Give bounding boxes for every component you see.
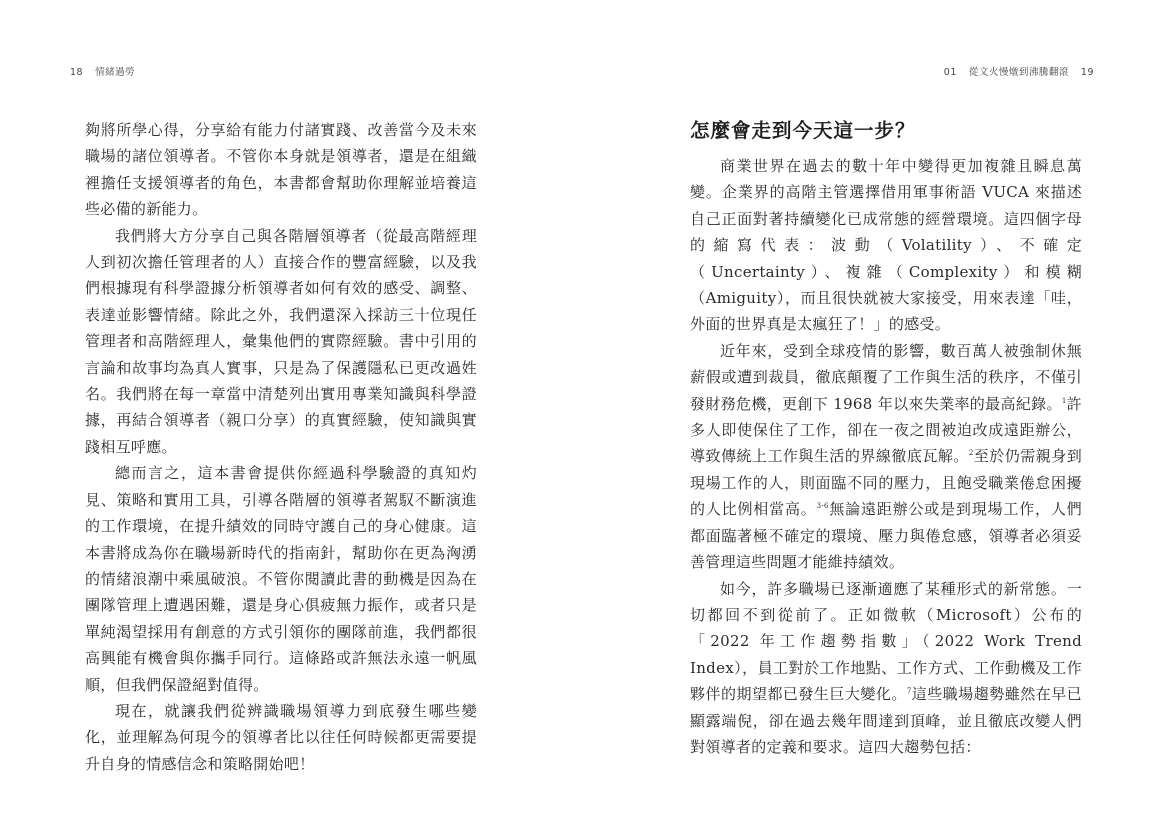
footnote-ref: 1 [1061, 396, 1067, 405]
paragraph-text: 如今，許多職場已逐漸適應了某種形式的新常態。一切都回不到從前了。正如微軟（Microsoft）公布的「2022 年工作趨勢指數」（2022 Work Trend Index），員工對於工作地點、工作方式、工作動機及工作夥伴的期望都已發生巨大變化。 [690, 579, 1082, 704]
right-page-body [690, 120, 1082, 760]
footnote-ref: 2 [968, 449, 974, 458]
paragraph [690, 338, 1082, 576]
paragraph-text: 至於仍需親身到現場工作的人，則面臨不同的壓力，且飽受職業倦怠困擾的人比例相當高。 [690, 447, 1083, 519]
footnote-ref: 3-6 [816, 502, 829, 511]
paragraph [690, 576, 1082, 761]
left-page-body [85, 117, 477, 777]
left-running-head [70, 64, 135, 78]
section-title: 怎麼會走到今天這一步？ [690, 119, 916, 142]
paragraph: 我們將大方分享自己與各階層領導者（從最高階經理人到初次擔任管理者的人）直接合作的豐富經驗，以及我們根據現有科學證據分析領導者如何有效的感受、調整、表達並影響情緒。除此之外，我們還深入採訪三十位現任管理者和高階經理人，彙集他們的實際經驗。書中引用的言論和故事均為真人實事，只是為了保護隱私已更改過姓名。我們將在每一章當中清楚列出實用專業知識與科學證據，再結合領導者（親口分享）的真實經驗，使知識與實踐相互呼應。 [85, 226, 477, 456]
paragraph-text: 這些職場趨勢雖然在早已顯露端倪，卻在過去幾年間達到頂峰，並且徹底改變人們對領導者的定義和要求。這四大趨勢包括： [690, 685, 1082, 756]
chapter-title: 從文火慢燉到沸騰翻滾 [968, 67, 1069, 78]
right-page-number: 19 [1080, 67, 1094, 78]
paragraph-text: 許多人即使保住了工作，卻在一夜之間被迫改成遠距辦公，導致傳統上工作與生活的界線徹底瓦解。 [690, 394, 1082, 466]
paragraph: 商業世界在過去的數十年中變得更加複雜且瞬息萬變。企業界的高階主管選擇借用軍事術語 VUCA 來描述自己正面對著持續變化已成常態的經營環境。這四個字母的縮寫代表：波動（Volatility）、不確定（Uncertainty）、複雜（Complexity）和模糊（Amiguity），而且很快就被大家接受，用來表達「哇，外面的世界真是太瘋狂了！」的感受。 [690, 157, 1082, 334]
paragraph: 現在，就讓我們從辨識職場領導力到底發生哪些變化，並理解為何現今的領導者比以往任何時候都更需要提升自身的情感信念和策略開始吧！ [85, 701, 477, 773]
left-page-number: 18 [70, 67, 84, 78]
paragraph-text: 無論遠距辦公或是到現場工作，人們都面臨著極不確定的環境、壓力與倦怠感，領導者必須妥善管理這些問題才能維持績效。 [690, 500, 1082, 572]
paragraph-text: 近年來，受到全球疫情的影響，數百萬人被強制休無薪假或遭到裁員，徹底顛覆了工作與生活的秩序，不僅引發財務危機，更創下 1968 年以來失業率的最高紀錄。 [690, 341, 1082, 413]
paragraph: 總而言之，這本書會提供你經過科學驗證的真知灼見、策略和實用工具，引導各階層的領導者駕馭不斷演進的工作環境，在提升績效的同時守護自己的身心健康。這本書將成為你在職場新時代的指南針，幫助你在更為洶湧的情緒浪潮中乘風破浪。不管你閱讀此書的動機是因為在團隊管理上遭遇困難，還是身心俱疲無力振作，或者只是單純渴望採用有創意的方式引領你的團隊前進，我們都很高興能有機會與你攜手同行。這條路或許無法永遠一帆風順，但我們保證絕對值得。 [85, 464, 477, 694]
chapter-label: 01 [943, 67, 957, 78]
right-running-head [944, 64, 1094, 78]
paragraph: 夠將所學心得，分享給有能力付諸實踐、改善當今及未來職場的諸位領導者。不管你本身就是領導者，還是在組織裡擔任支援領導者的角色，本書都會幫助你理解並培養這些必備的新能力。 [85, 121, 477, 219]
footnote-ref: 7 [906, 687, 912, 696]
left-book-title: 情緒過勞 [95, 67, 136, 78]
